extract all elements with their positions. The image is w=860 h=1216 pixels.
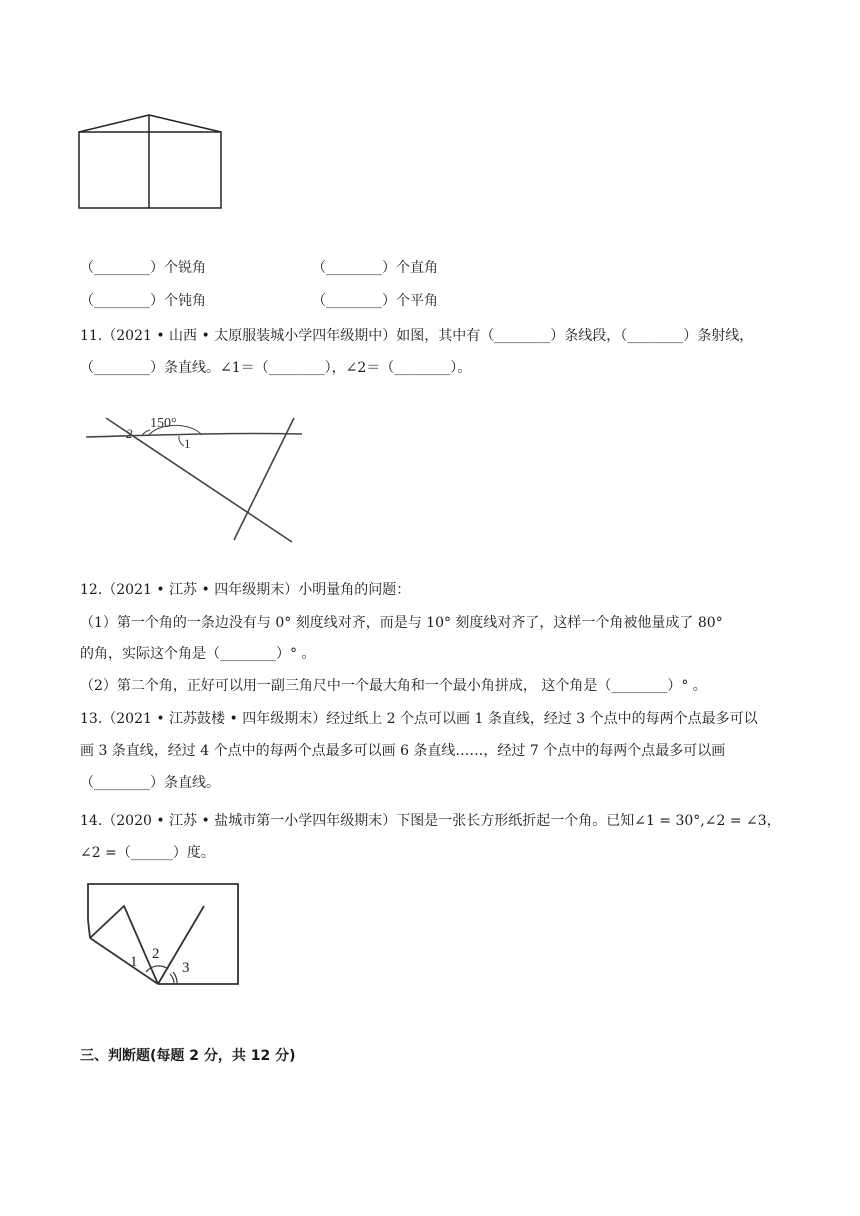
- q11-angle-150-label: 150°: [150, 416, 177, 431]
- q13-line3: （________）条直线。: [80, 775, 220, 791]
- q14-angle-1-label: 1: [130, 954, 138, 970]
- obtuse-angle-count: （________）个钝角: [80, 293, 206, 309]
- q14-angle-2-label: 2: [152, 946, 160, 962]
- q11-line2: （________）条直线。∠1＝（________），∠2＝（________）。: [80, 360, 472, 376]
- section-heading-judgement: 三、判断题(每题 2 分，共 12 分): [80, 1048, 296, 1064]
- q13-line2: 画 3 条直线，经过 4 个点中的每两个点最多可以画 6 条直线……，经过 7 个点中的每两个点最多可以画: [80, 743, 726, 759]
- q11-lines-figure: [84, 416, 308, 544]
- q14-folded-paper-figure: [84, 880, 242, 1002]
- right-angle-count: （________）个直角: [312, 260, 438, 276]
- q14-angle-3-label: 3: [182, 960, 190, 976]
- q11-angle-2-label: 2: [126, 426, 133, 441]
- acute-angle-count: （________）个锐角: [80, 260, 206, 276]
- q11-line1: 11.（2021 • 山西 • 太原服装城小学四年级期中）如图，其中有（________）条线段，（________）条射线，: [80, 328, 754, 344]
- q11-angle-1-label: 1: [184, 436, 191, 451]
- q14-line2: ∠2 =（______）度。: [80, 845, 215, 861]
- q12-line4: （2）第二个角，正好可以用一副三角尺中一个最大角和一个最小角拼成， 这个角是（________）° 。: [80, 678, 707, 694]
- straight-angle-count: （________）个平角: [312, 293, 438, 309]
- house-figure: [76, 112, 226, 212]
- q12-line1: 12.（2021 • 江苏 • 四年级期末）小明量角的问题：: [80, 582, 411, 598]
- q14-line1: 14.（2020 • 江苏 • 盐城市第一小学四年级期末）下图是一张长方形纸折起一个角。已知∠1 = 30°,∠2 = ∠3，: [80, 813, 781, 829]
- q12-line3: 的角，实际这个角是（________）° 。: [80, 646, 316, 662]
- q12-line2: （1）第一个角的一条边没有与 0° 刻度线对齐，而是与 10° 刻度线对齐了，这样一个角被他量成了 80°: [80, 615, 723, 631]
- q13-line1: 13.（2021 • 江苏鼓楼 • 四年级期末）经过纸上 2 个点可以画 1 条直线，经过 3 个点中的每两个点最多可以: [80, 711, 758, 727]
